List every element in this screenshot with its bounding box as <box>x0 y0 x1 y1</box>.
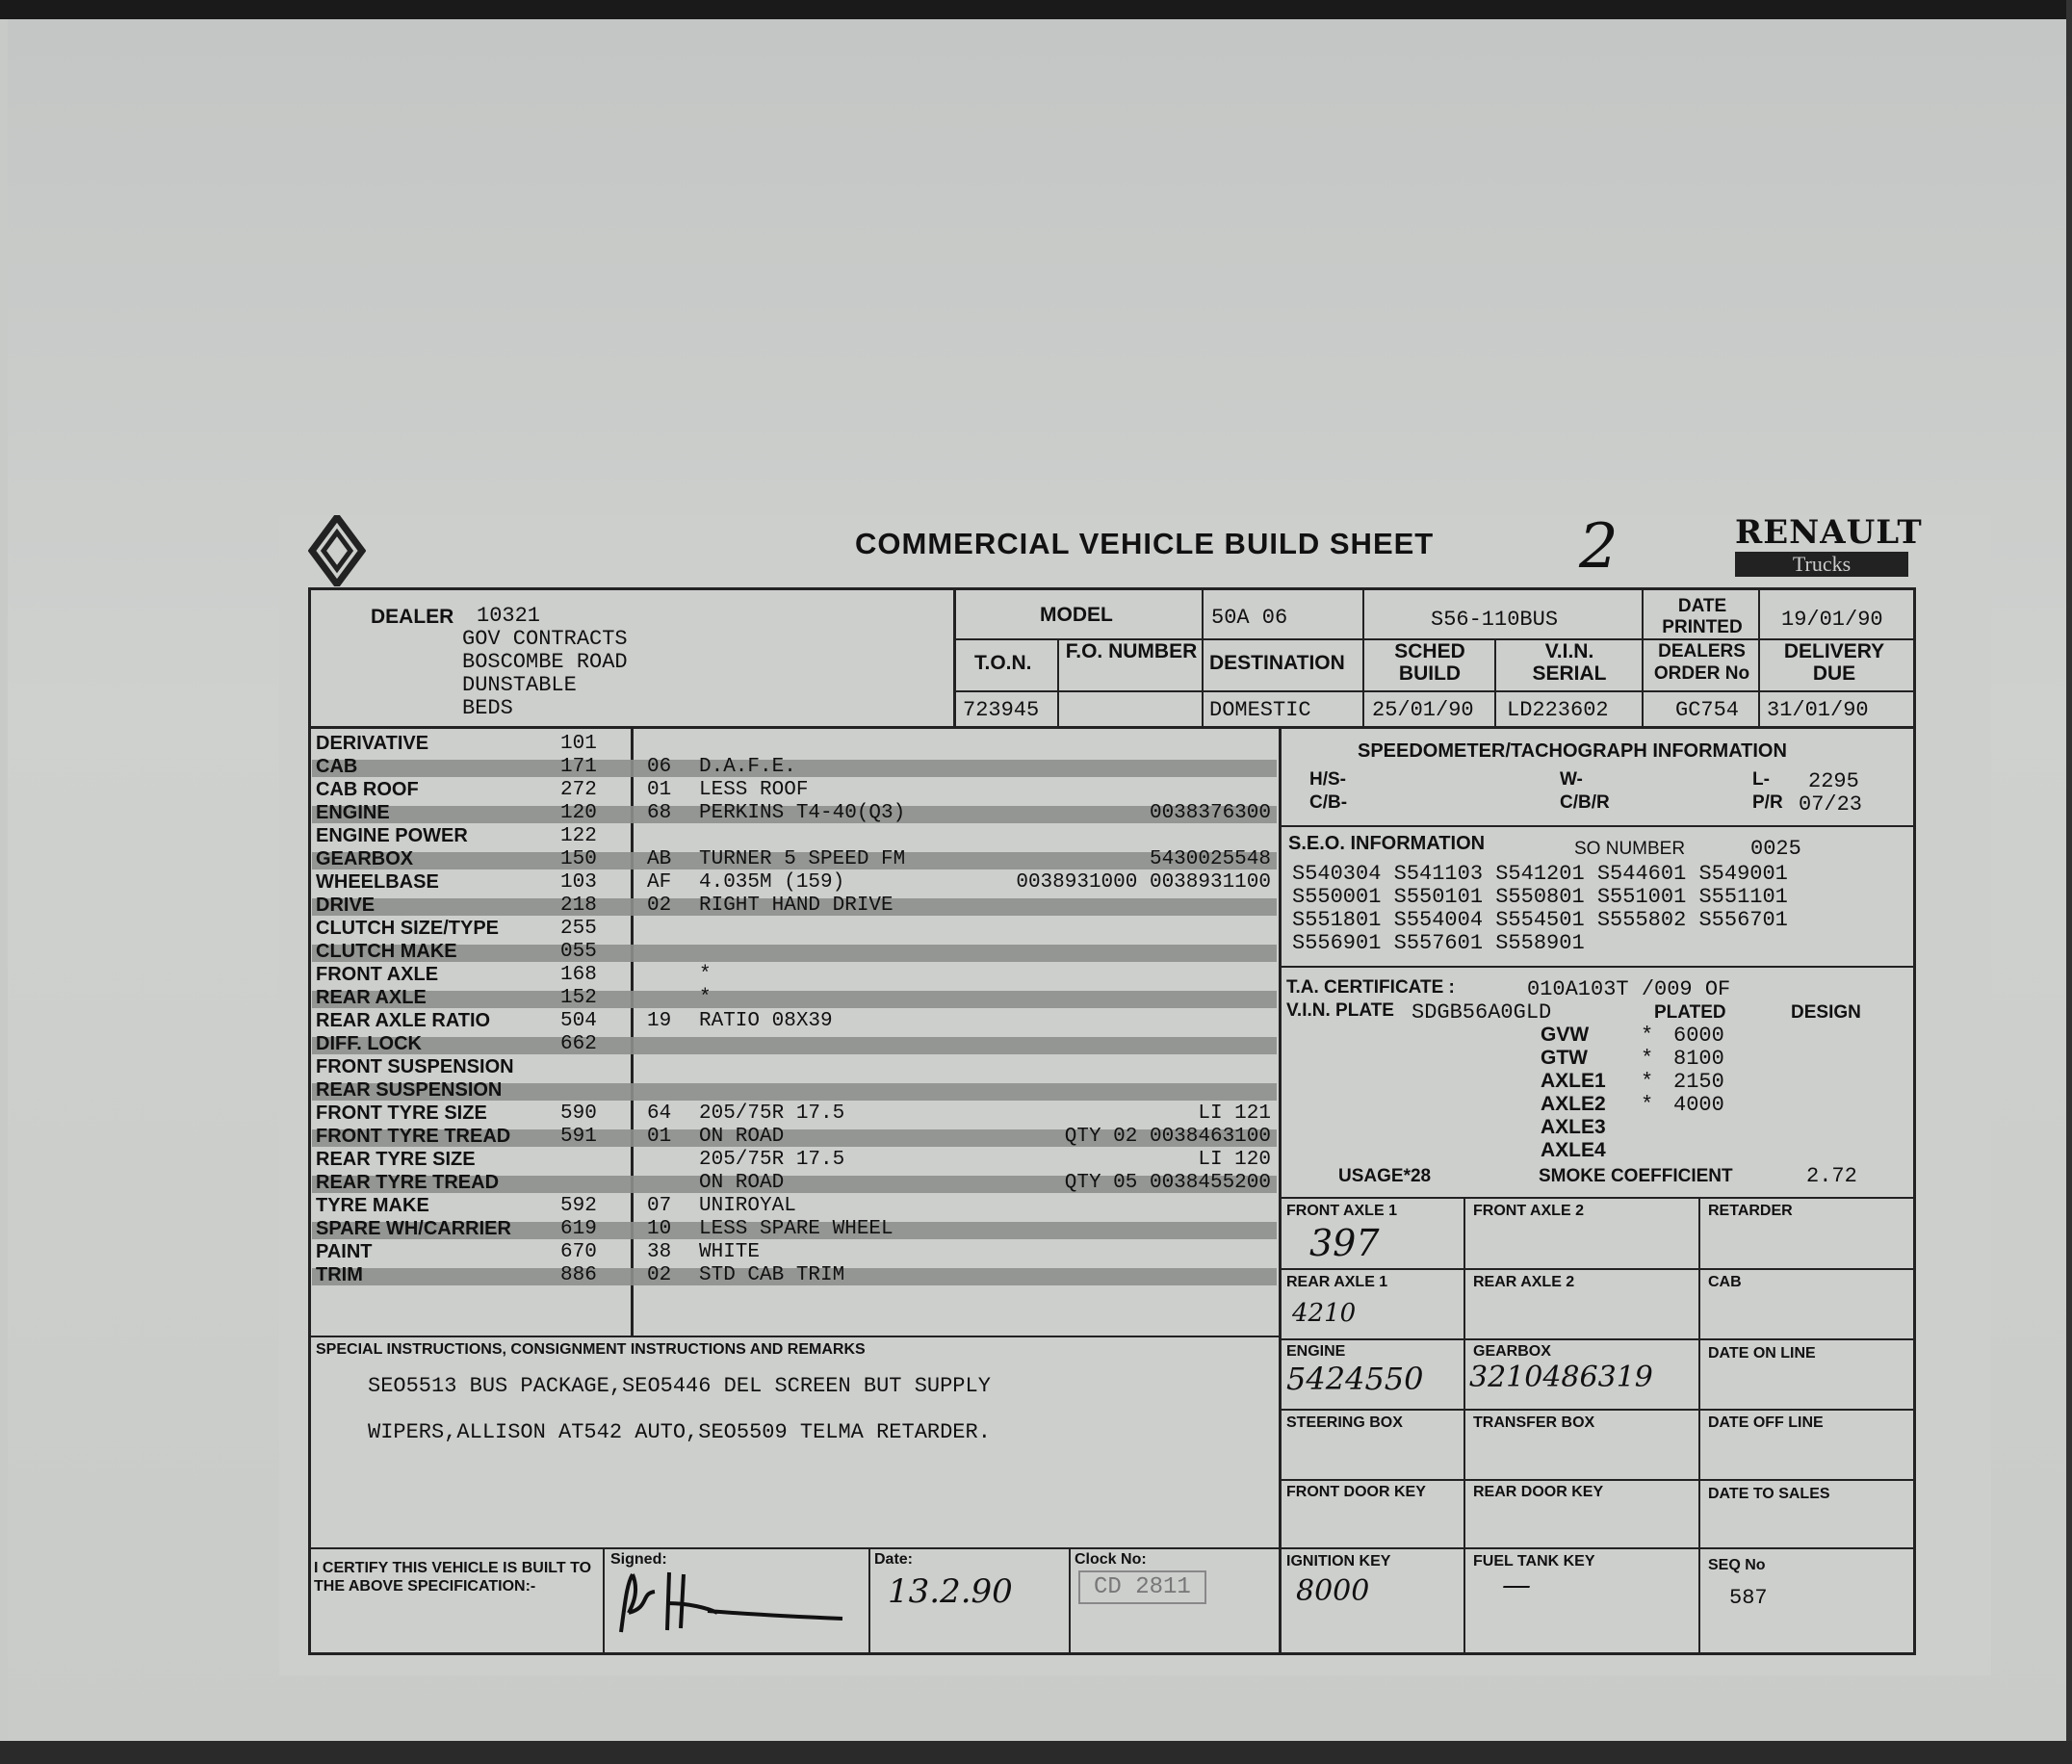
spec-row-code: 150 <box>560 848 597 870</box>
frame-left <box>308 587 311 1654</box>
vin-plate-label: V.I.N. PLATE <box>1286 1000 1394 1021</box>
spec-row-label: FRONT SUSPENSION <box>316 1056 514 1077</box>
grid-line <box>1281 1268 1914 1270</box>
spec-row-option: 01 <box>647 779 672 801</box>
front-axle-2-label: FRONT AXLE 2 <box>1473 1203 1584 1219</box>
footer-col-line <box>603 1547 605 1653</box>
spec-row-code: 255 <box>560 918 597 940</box>
transfer-box-label: TRANSFER BOX <box>1473 1414 1595 1431</box>
signature-image <box>611 1565 852 1642</box>
spec-row-description: WHITE <box>699 1241 761 1263</box>
smoke-coefficient-value: 2.72 <box>1806 1164 1857 1188</box>
weight-name: AXLE1 <box>1541 1070 1606 1092</box>
spec-row-code: 120 <box>560 802 597 824</box>
spec-row-code: 055 <box>560 941 597 963</box>
weight-name: GVW <box>1541 1024 1590 1046</box>
top-table-col-line <box>1057 638 1059 727</box>
spec-row-code: 122 <box>560 825 597 847</box>
delivery-due-value: 31/01/90 <box>1767 698 1869 722</box>
spec-row-label: REAR SUSPENSION <box>316 1079 503 1101</box>
frame-bottom <box>308 1652 1916 1655</box>
spec-row-part-number: LI 120 <box>1198 1149 1271 1171</box>
brand-logo-text: RENAULT <box>1735 513 1923 552</box>
grid-line <box>1281 1338 1914 1340</box>
weight-name: GTW <box>1541 1047 1588 1069</box>
spec-row-code: 591 <box>560 1126 597 1148</box>
seq-no-label: SEQ No <box>1708 1557 1766 1573</box>
date-printed-value: 19/01/90 <box>1781 608 1883 632</box>
spec-row-description: 205/75R 17.5 <box>699 1149 845 1171</box>
spec-row-option: AB <box>647 848 672 870</box>
date-value: 13.2.90 <box>888 1572 1013 1611</box>
grid-line <box>1281 1409 1914 1411</box>
row-shading <box>312 1037 1277 1054</box>
spec-row-label: TYRE MAKE <box>316 1195 429 1216</box>
sched-build-value: 25/01/90 <box>1372 698 1474 722</box>
spec-row-code: 218 <box>560 895 597 917</box>
top-table-col-line <box>1362 587 1364 728</box>
design-label: DESIGN <box>1791 1002 1861 1023</box>
date-label: Date: <box>874 1551 914 1568</box>
weight-name: AXLE4 <box>1541 1139 1606 1161</box>
spec-row-code: 592 <box>560 1195 597 1217</box>
seo-bottom-line <box>1281 966 1914 968</box>
date-to-sales-label: DATE TO SALES <box>1708 1486 1830 1502</box>
top-table-col-line <box>1202 587 1204 728</box>
spec-row-label: FRONT TYRE SIZE <box>316 1102 487 1124</box>
dealer-number: 10321 <box>477 604 541 628</box>
clock-no-stamp: CD 2811 <box>1078 1570 1206 1604</box>
top-table-bottom <box>308 726 1916 729</box>
speedo-w: W- <box>1560 769 1583 790</box>
special-top-line <box>308 1336 1281 1337</box>
spec-row-description: ON ROAD <box>699 1172 785 1194</box>
top-table-divider <box>953 587 956 728</box>
vin-plate-value: SDGB56A0GLD <box>1412 1000 1552 1025</box>
spec-row-label: DRIVE <box>316 895 376 916</box>
spec-row-description: * <box>699 987 712 1009</box>
spec-row-code: 670 <box>560 1241 597 1263</box>
spec-row-label: TRIM <box>316 1264 363 1285</box>
destination-value: DOMESTIC <box>1209 698 1311 722</box>
footer-col-line <box>868 1547 870 1653</box>
spec-row-description: RIGHT HAND DRIVE <box>699 895 894 917</box>
spec-row-part-number: LI 121 <box>1198 1102 1271 1125</box>
speedo-pr: P/R <box>1752 792 1783 813</box>
dealers-order-value: GC754 <box>1675 698 1740 722</box>
weight-plated-mark: * <box>1641 1070 1654 1094</box>
top-table-col-line <box>1642 587 1644 728</box>
spec-row-label: REAR AXLE RATIO <box>316 1010 491 1031</box>
weight-plated-mark: * <box>1641 1047 1654 1071</box>
spec-row-label: CLUTCH MAKE <box>316 941 457 962</box>
top-table-row-line <box>953 690 1914 692</box>
spec-row-code: 103 <box>560 871 597 894</box>
retarder-label: RETARDER <box>1708 1203 1793 1219</box>
speedo-cbr: C/B/R <box>1560 792 1610 813</box>
spec-row-description: * <box>699 964 712 986</box>
fuel-tank-key-label: FUEL TANK KEY <box>1473 1553 1595 1569</box>
plated-label: PLATED <box>1654 1002 1726 1023</box>
spec-row-label: ENGINE POWER <box>316 825 468 846</box>
dealer-address-line: BEDS <box>462 696 513 720</box>
spec-row-label: PAINT <box>316 1241 373 1262</box>
spec-row-code: 171 <box>560 756 597 778</box>
spec-row-code: 886 <box>560 1264 597 1286</box>
front-axle-1-label: FRONT AXLE 1 <box>1286 1203 1397 1219</box>
so-number-label: SO NUMBER <box>1574 839 1686 859</box>
ignition-key-label: IGNITION KEY <box>1286 1553 1391 1569</box>
spec-row-code: 101 <box>560 733 597 755</box>
weight-plated-value: 4000 <box>1673 1093 1724 1117</box>
ta-cert-value: 010A103T /009 OF <box>1527 977 1731 1001</box>
gearbox-number-value: 3210486319 <box>1469 1361 1653 1394</box>
spec-row-label: ENGINE <box>316 802 390 823</box>
ton-label: T.O.N. <box>974 652 1032 674</box>
speedo-heading: SPEEDOMETER/TACHOGRAPH INFORMATION <box>1358 740 1787 762</box>
sheet-title: COMMERCIAL VEHICLE BUILD SHEET <box>855 527 1435 560</box>
spec-row-option: 19 <box>647 1010 672 1032</box>
model-code: S56-110BUS <box>1431 608 1559 632</box>
weight-name: AXLE3 <box>1541 1116 1606 1138</box>
spec-row-label: REAR TYRE SIZE <box>316 1149 476 1170</box>
engine-label: ENGINE <box>1286 1343 1346 1360</box>
date-off-line-label: DATE OFF LINE <box>1708 1414 1824 1431</box>
scan-border-bottom <box>0 1741 2072 1764</box>
spec-row-label: SPARE WH/CARRIER <box>316 1218 511 1239</box>
spec-row-code: 272 <box>560 779 597 801</box>
speedo-l: L- <box>1752 769 1770 790</box>
grid-line <box>1281 1547 1914 1549</box>
spec-row-description: RATIO 08X39 <box>699 1010 833 1032</box>
sched-build-label: SCHED BUILD <box>1394 640 1465 685</box>
spec-row-part-number: 0038931000 0038931100 <box>1016 871 1271 894</box>
special-instructions-heading: SPECIAL INSTRUCTIONS, CONSIGNMENT INSTRUCTIONS AND REMARKS <box>316 1341 866 1358</box>
fuel-tank-key-value: — <box>1502 1569 1531 1602</box>
spec-row-code: 504 <box>560 1010 597 1032</box>
usage-label: USAGE*28 <box>1338 1166 1432 1186</box>
grid-line <box>1281 1197 1914 1199</box>
dealer-address-line: GOV CONTRACTS <box>462 627 628 651</box>
renault-diamond-logo <box>308 515 366 586</box>
date-printed-label: DATE PRINTED <box>1662 596 1743 637</box>
so-number-value: 0025 <box>1750 837 1801 861</box>
grid-col-line <box>1698 1197 1700 1653</box>
scan-border-top <box>0 0 2072 19</box>
spec-row-description: PERKINS T4-40(Q3) <box>699 802 906 824</box>
weight-plated-mark: * <box>1641 1024 1654 1048</box>
handwritten-number: 2 <box>1579 511 1619 583</box>
spec-row-option: 07 <box>647 1195 672 1217</box>
spec-right-divider <box>1279 727 1282 1653</box>
spec-row-label: CAB ROOF <box>316 779 419 800</box>
dealer-label: DEALER <box>371 606 454 628</box>
spec-row-part-number: QTY 05 0038455200 <box>1064 1172 1271 1194</box>
spec-row-description: 4.035M (159) <box>699 871 845 894</box>
spec-row-part-number: 5430025548 <box>1149 848 1271 870</box>
spec-row-code: 619 <box>560 1218 597 1240</box>
speedo-l-value: 2295 <box>1808 769 1859 793</box>
spec-row-option: AF <box>647 871 672 894</box>
spec-row-description: ON ROAD <box>699 1126 785 1148</box>
spec-row-code: 590 <box>560 1102 597 1125</box>
weight-plated-mark: * <box>1641 1093 1654 1117</box>
smoke-coefficient-label: SMOKE COEFFICIENT <box>1539 1166 1733 1186</box>
grid-col-line <box>1463 1197 1465 1653</box>
front-axle-1-value: 397 <box>1309 1222 1380 1264</box>
spec-row-label: REAR TYRE TREAD <box>316 1172 500 1193</box>
seo-line: S551801 S554004 S554501 S555802 S556701 <box>1292 908 1788 932</box>
seo-line: S550001 S550101 S550801 S551001 S551101 <box>1292 885 1788 909</box>
seo-heading: S.E.O. INFORMATION <box>1288 833 1486 854</box>
vin-serial-label: V.I.N. SERIAL <box>1532 640 1607 685</box>
footer-top-line <box>308 1547 1281 1549</box>
spec-row-label: GEARBOX <box>316 848 414 869</box>
date-on-line-label: DATE ON LINE <box>1708 1345 1816 1362</box>
clock-no-label: Clock No: <box>1075 1551 1147 1568</box>
spec-row-description: 205/75R 17.5 <box>699 1102 845 1125</box>
frame-top <box>308 587 1916 590</box>
build-sheet <box>279 511 1991 1675</box>
dealer-address-line: BOSCOMBE ROAD <box>462 650 628 674</box>
fo-number-label: F.O. NUMBER <box>1065 640 1198 662</box>
spec-row-code: 152 <box>560 987 597 1009</box>
dealer-address-line: DUNSTABLE <box>462 673 577 697</box>
rear-axle-1-label: REAR AXLE 1 <box>1286 1274 1388 1290</box>
delivery-due-label: DELIVERY DUE <box>1783 640 1885 685</box>
special-instructions-line: SEO5513 BUS PACKAGE,SEO5446 DEL SCREEN BUT SUPPLY <box>368 1374 991 1398</box>
spec-row-label: FRONT AXLE <box>316 964 439 985</box>
certify-statement: I CERTIFY THIS VEHICLE IS BUILT TO THE ABOVE SPECIFICATION:- <box>314 1560 592 1595</box>
model-label: MODEL <box>1040 604 1113 626</box>
spec-row-option: 06 <box>647 756 672 778</box>
model-value: 50A 06 <box>1211 606 1288 630</box>
spec-row-description: UNIROYAL <box>699 1195 796 1217</box>
weight-plated-value: 8100 <box>1673 1047 1724 1071</box>
gearbox-label: GEARBOX <box>1473 1343 1551 1360</box>
spec-row-label: WHEELBASE <box>316 871 439 893</box>
spec-row-label: DIFF. LOCK <box>316 1033 422 1054</box>
cab-label: CAB <box>1708 1274 1742 1290</box>
seo-line: S556901 S557601 S558901 <box>1292 931 1585 955</box>
dealers-order-label: DEALERS ORDER No <box>1653 641 1750 684</box>
spec-row-label: DERIVATIVE <box>316 733 429 754</box>
speedo-pr-value: 07/23 <box>1799 792 1863 817</box>
special-instructions-line: WIPERS,ALLISON AT542 AUTO,SEO5509 TELMA RETARDER. <box>368 1420 991 1444</box>
seo-line: S540304 S541103 S541201 S544601 S549001 <box>1292 862 1788 886</box>
spec-row-label: FRONT TYRE TREAD <box>316 1126 511 1147</box>
brand-sub-label: Trucks <box>1735 552 1908 577</box>
weight-name: AXLE2 <box>1541 1093 1606 1115</box>
row-shading <box>312 991 1277 1008</box>
spec-row-option: 38 <box>647 1241 672 1263</box>
spec-row-label: CAB <box>316 756 358 777</box>
front-door-key-label: FRONT DOOR KEY <box>1286 1484 1426 1500</box>
vin-serial-value: LD223602 <box>1507 698 1609 722</box>
seq-no-value: 587 <box>1729 1586 1768 1610</box>
engine-number-value: 5424550 <box>1286 1361 1424 1397</box>
scan-border-right <box>2066 0 2072 1764</box>
spec-row-description: LESS ROOF <box>699 779 809 801</box>
spec-row-option: 10 <box>647 1218 672 1240</box>
destination-label: DESTINATION <box>1209 652 1345 674</box>
frame-right <box>1913 587 1916 1654</box>
ton-value: 723945 <box>963 698 1040 722</box>
ta-cert-label: T.A. CERTIFICATE : <box>1286 977 1455 998</box>
spec-row-option: 01 <box>647 1126 672 1148</box>
spec-row-description: D.A.F.E. <box>699 756 796 778</box>
footer-col-line <box>1069 1547 1071 1653</box>
grid-line <box>1281 1479 1914 1481</box>
spec-row-description: STD CAB TRIM <box>699 1264 845 1286</box>
spec-row-label: CLUTCH SIZE/TYPE <box>316 918 500 939</box>
rear-axle-1-value: 4210 <box>1292 1299 1357 1328</box>
weight-plated-value: 6000 <box>1673 1024 1724 1048</box>
spec-row-description: LESS SPARE WHEEL <box>699 1218 894 1240</box>
spec-row-code: 168 <box>560 964 597 986</box>
top-table-col-line <box>1758 587 1760 728</box>
spec-row-part-number: 0038376300 <box>1149 802 1271 824</box>
speedo-bottom-line <box>1281 825 1914 827</box>
speedo-cb: C/B- <box>1309 792 1348 813</box>
spec-row-option: 02 <box>647 1264 672 1286</box>
spec-row-description: TURNER 5 SPEED FM <box>699 848 906 870</box>
spec-row-option: 02 <box>647 895 672 917</box>
spec-row-option: 64 <box>647 1102 672 1125</box>
spec-row-label: REAR AXLE <box>316 987 427 1008</box>
ignition-key-value: 8000 <box>1296 1574 1370 1608</box>
rear-axle-2-label: REAR AXLE 2 <box>1473 1274 1575 1290</box>
weight-plated-value: 2150 <box>1673 1070 1724 1094</box>
spec-row-code: 662 <box>560 1033 597 1055</box>
spec-row-part-number: QTY 02 0038463100 <box>1064 1126 1271 1148</box>
speedo-hs: H/S- <box>1309 769 1346 790</box>
rear-door-key-label: REAR DOOR KEY <box>1473 1484 1604 1500</box>
steering-box-label: STEERING BOX <box>1286 1414 1403 1431</box>
signed-label: Signed: <box>610 1551 667 1568</box>
spec-row-option: 68 <box>647 802 672 824</box>
top-table-col-line <box>1494 638 1496 727</box>
